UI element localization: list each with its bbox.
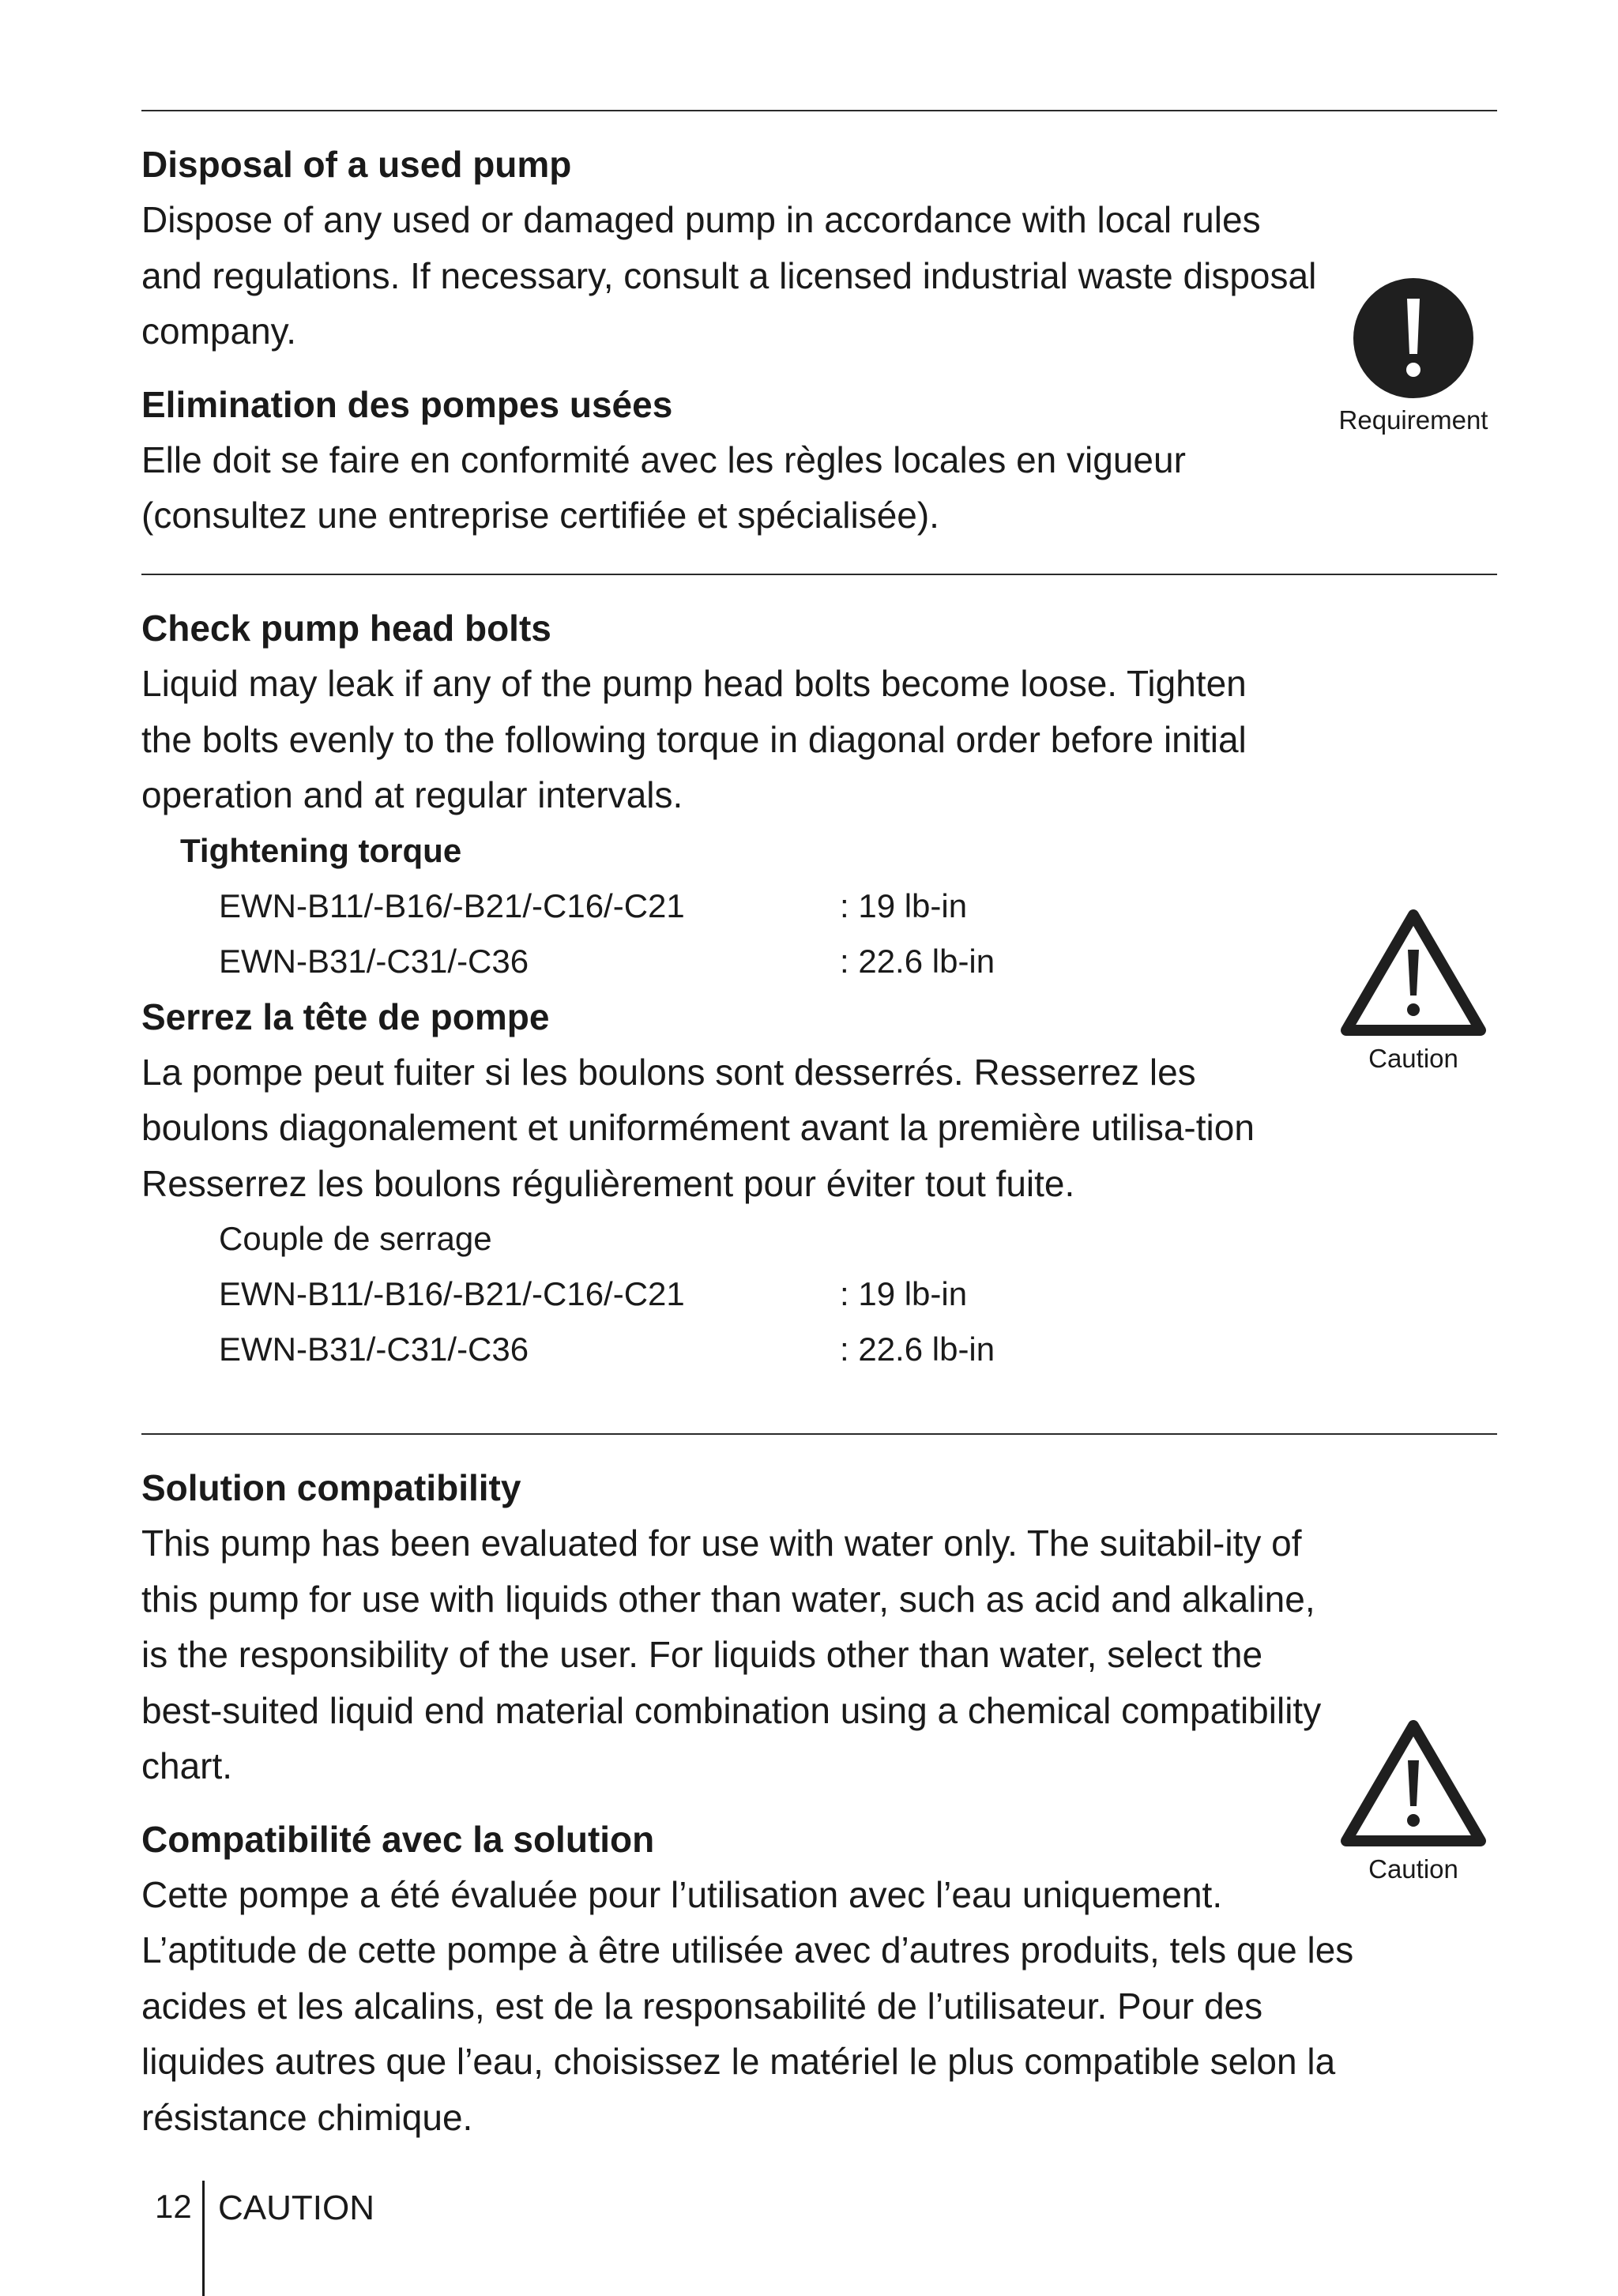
requirement-label: Requirement [1338,405,1488,435]
torque-model: EWN-B31/-C31/-C36 [219,942,529,980]
bolts-section [141,600,1484,1377]
bolts-en-title: Check pump head bolts [141,608,551,649]
bolts-fr-torque-title: Couple de serrage [219,1220,492,1257]
disposal-section [141,137,1484,544]
torque-value: : 22.6 lb-in [840,1331,995,1368]
compat-fr-title: Compatibilité avec la solution [141,1818,655,1860]
compatibility-section [141,1460,1484,2145]
bolts-en-body: Liquid may leak if any of the pump head bolts become loose. Tighten the bolts evenly to the following torque in diagonal order before initial operation and at regular intervals. [141,663,1247,815]
requirement-symbol [1326,277,1500,436]
bolts-fr-body: La pompe peut fuiter si les boulons sont desserrés. Resserrez les boulons diagonalement et uniformément avant la première utilisa-tion Resserrez les boulons régulièrement pour éviter tout fuite. [141,1051,1255,1204]
torque-value: : 19 lb-in [840,886,968,924]
warning-triangle-icon [1340,1719,1487,1849]
compat-fr-body: Cette pompe a été évaluée pour l’utilisation avec l’eau uniquement. L’aptitude de cette pompe à être utilisée avec d’autres produits, tels que les acides et les alcalins, est de la responsabilité de l’utilisateur. Pour des liquides autres que l’eau, choisissez le matériel le plus compatible selon la résistance chimique. [141,1873,1354,2138]
caution-symbol [1326,909,1500,1075]
warning-triangle-icon [1340,909,1487,1038]
page-number: 12 [155,2188,192,2225]
torque-row [141,934,1484,989]
disposal-en-body: Dispose of any used or damaged pump in accordance with local rules and regulations. If necessary, consult a licensed industrial waste disposal company. [141,199,1317,352]
torque-value: : 22.6 lb-in [840,942,995,980]
footer-divider [202,2181,205,2296]
bolts-en-torque-title: Tightening torque [180,831,462,869]
compat-en-title: Solution compatibility [141,1467,521,1508]
disposal-en-title: Disposal of a used pump [141,144,572,185]
caution-label: Caution [1368,1044,1458,1073]
section-divider-2 [141,1433,1497,1435]
torque-model: EWN-B11/-B16/-B21/-C16/-C21 [219,886,685,924]
disposal-fr-body: Elle doit se faire en conformité avec les règles locales en vigueur (consultez une entreprise certifiée et spécialisée). [141,438,1186,536]
torque-row [141,1322,1484,1377]
exclamation-circle-icon [1352,277,1475,400]
bolts-fr-title: Serrez la tête de pompe [141,996,550,1037]
caution-label: Caution [1368,1854,1458,1884]
torque-model: EWN-B11/-B16/-B21/-C16/-C21 [219,1275,685,1312]
footer-section-label: CAUTION [218,2189,374,2227]
torque-model: EWN-B31/-C31/-C36 [219,1331,529,1368]
torque-row [141,879,1484,934]
disposal-fr-title: Elimination des pompes usées [141,383,673,425]
section-divider-1 [141,574,1497,575]
caution-symbol [1326,1719,1500,1885]
top-rule [141,110,1497,111]
torque-value: : 19 lb-in [840,1275,968,1312]
torque-row [141,1267,1484,1322]
compat-en-body: This pump has been evaluated for use with water only. The suitabil-ity of this pump for use with liquids other than water, such as acid and alkaline, is the responsibility of the user. For liquids other than water, select the best-suited liquid end material combination using a chemical compatibility chart. [141,1523,1322,1786]
